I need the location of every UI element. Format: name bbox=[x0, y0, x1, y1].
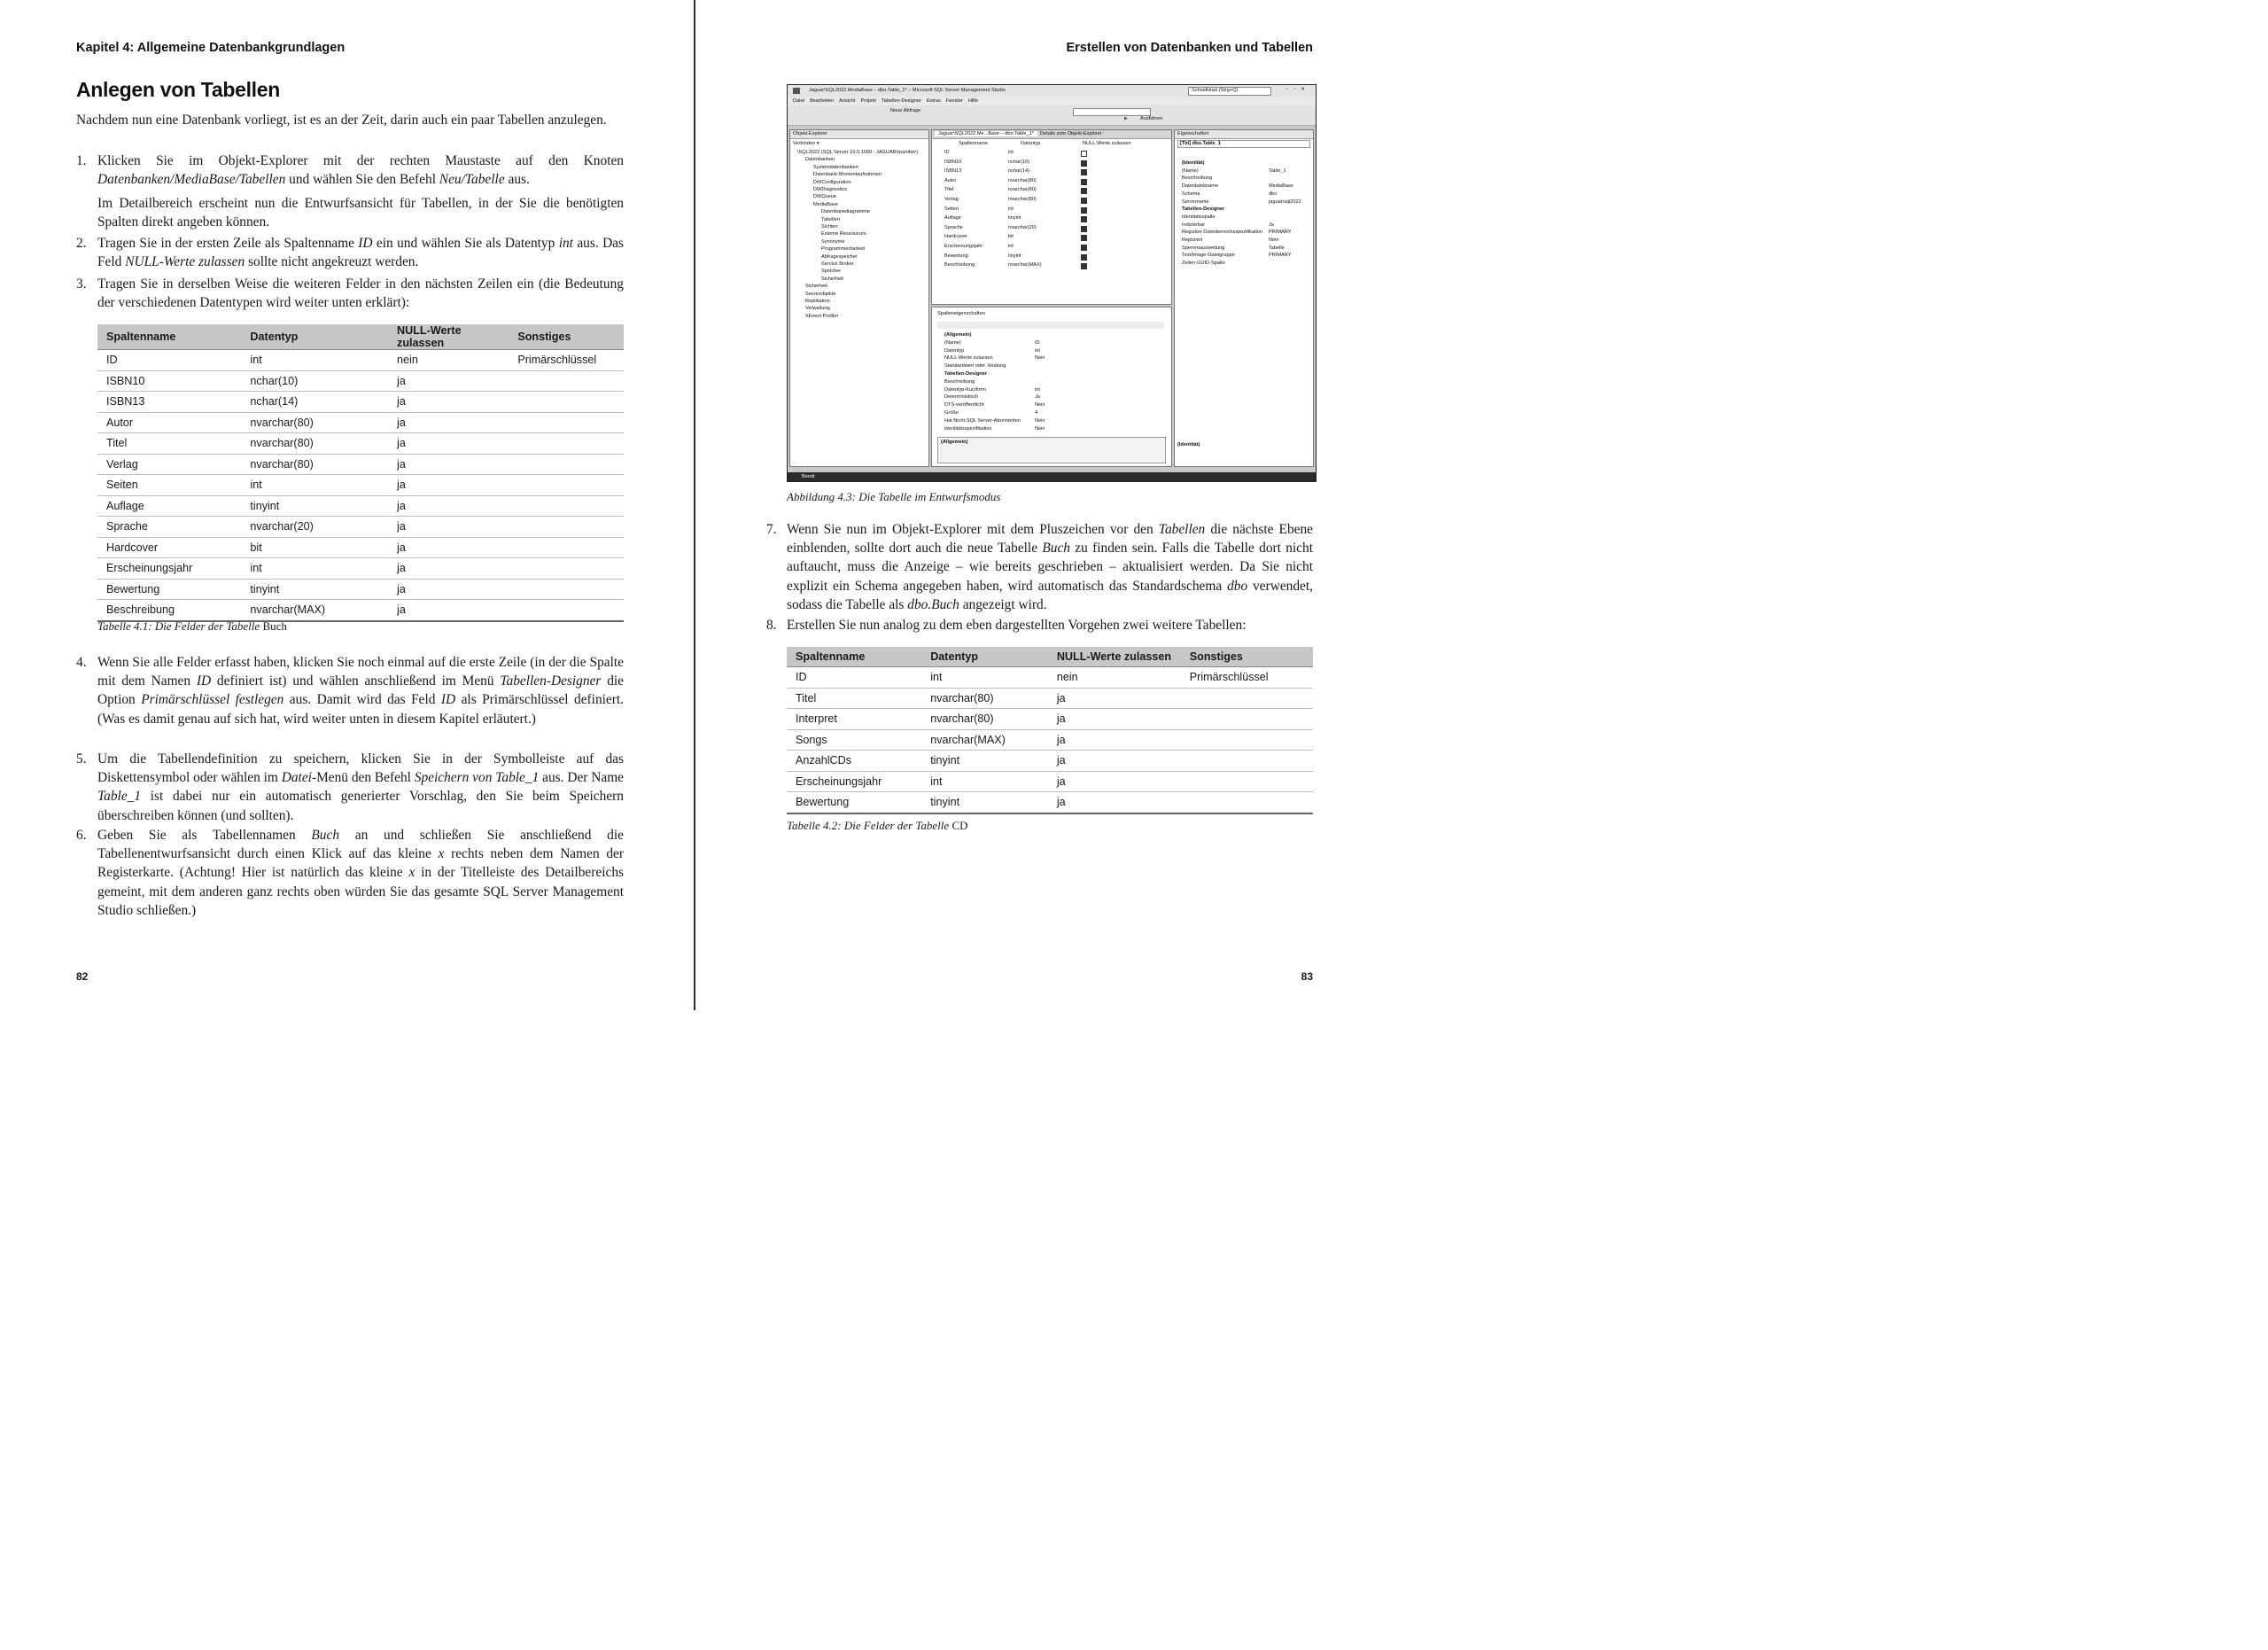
table-cell: Bewertung bbox=[97, 579, 241, 600]
table-cell: int bbox=[921, 667, 1048, 689]
table-row bbox=[787, 709, 1313, 730]
table-cell: int bbox=[241, 475, 388, 496]
table-cell: nchar(14) bbox=[241, 392, 388, 413]
null-allowed-checkbox[interactable] bbox=[1081, 151, 1087, 157]
connect-button[interactable]: Verbinden ▾ bbox=[793, 141, 819, 146]
tree-node[interactable]: XEvent Profiler bbox=[805, 313, 839, 319]
property-cell: Schema bbox=[1182, 191, 1200, 197]
table-cell: ja bbox=[388, 537, 509, 558]
property-cell[interactable]: ID bbox=[1035, 339, 1040, 346]
tree-node[interactable]: Replikation bbox=[805, 299, 830, 304]
grid-cell[interactable]: Auflage bbox=[944, 215, 961, 222]
new-query-button[interactable]: Neue Abfrage bbox=[890, 108, 921, 113]
grid-cell[interactable]: Titel bbox=[944, 187, 954, 193]
table-cell: ja bbox=[388, 517, 509, 538]
column-header: Sonstiges bbox=[509, 324, 624, 350]
table-row bbox=[787, 792, 1313, 813]
grid-cell[interactable]: ISBN13 bbox=[944, 168, 962, 175]
step-6-number: 6. bbox=[76, 828, 87, 843]
step-8-number: 8. bbox=[766, 618, 777, 633]
fields-table-cd bbox=[787, 647, 1313, 814]
table-cell bbox=[509, 392, 624, 413]
table-cell: tinyint bbox=[241, 495, 388, 517]
property-cell: Tabellen-Designer bbox=[944, 371, 988, 377]
tree-node[interactable]: Verwaltung bbox=[805, 306, 830, 312]
step-3-text: Tragen Sie in derselben Weise die weiteren Felder in den nächsten Zeilen ein (die Bedeutung der verschiedenen Datentypen wird weiter unten erklärt): bbox=[97, 276, 624, 311]
table-cell: ja bbox=[388, 558, 509, 580]
table-cell bbox=[509, 558, 624, 580]
table-row bbox=[97, 579, 624, 600]
ssms-screenshot bbox=[787, 84, 1317, 482]
tree-node[interactable]: Programmierbarkeit bbox=[821, 246, 866, 253]
grid-cell[interactable]: Sprache bbox=[944, 224, 963, 230]
document-tabs bbox=[932, 130, 1171, 139]
table-cell bbox=[1181, 688, 1313, 709]
tree-node[interactable]: Serverobjekte bbox=[805, 291, 836, 297]
table-cell: nchar(10) bbox=[241, 370, 388, 392]
property-cell: Reguläre Datenbereichsspezifikation bbox=[1182, 230, 1263, 236]
table-cell: nvarchar(MAX) bbox=[241, 600, 388, 621]
column-properties-tab[interactable]: Spalteneigenschaften bbox=[937, 311, 985, 316]
table-cell: tinyint bbox=[921, 751, 1048, 772]
grid-cell[interactable]: Seiten bbox=[944, 206, 959, 212]
running-head-left: Kapitel 4: Allgemeine Datenbankgrundlagen bbox=[76, 41, 346, 55]
tree-node[interactable]: DWConfiguration bbox=[813, 179, 851, 185]
property-cell[interactable]: 4 bbox=[1035, 410, 1038, 416]
menu-item[interactable]: Projekt bbox=[860, 98, 876, 104]
property-cell[interactable]: Nein bbox=[1035, 417, 1045, 424]
step-8-text: Erstellen Sie nun analog zu dem eben dargestellten Vorgehen zwei weitere Tabellen: bbox=[787, 618, 1247, 633]
property-cell: Indizierbar bbox=[1182, 222, 1206, 228]
table-cell: nvarchar(20) bbox=[241, 517, 388, 538]
fields-table-buch bbox=[97, 324, 624, 622]
null-allowed-checkbox[interactable] bbox=[1081, 198, 1087, 204]
grid-cell[interactable]: ISBN10 bbox=[944, 159, 962, 165]
table-row bbox=[97, 454, 624, 475]
step-7-number: 7. bbox=[766, 522, 777, 537]
property-cell: Text/Image-Dateigruppe bbox=[1182, 253, 1235, 259]
window-titlebar bbox=[788, 85, 1316, 97]
grid-cell[interactable]: nvarchar(MAX) bbox=[1008, 262, 1042, 269]
section-title: Anlegen von Tabellen bbox=[76, 78, 280, 101]
null-allowed-checkbox[interactable] bbox=[1081, 226, 1087, 232]
step-1-note: Im Detailbereich erscheint nun die Entwurfsansicht für Tabellen, in der Sie die benötigten Spalten direkt angeben können. bbox=[97, 196, 624, 230]
column-header: Datentyp bbox=[241, 324, 388, 350]
tree-node[interactable]: MediaBase bbox=[813, 201, 838, 207]
table-cell: ja bbox=[388, 579, 509, 600]
property-cell: Deterministisch bbox=[944, 394, 979, 401]
page-number-left: 82 bbox=[76, 970, 89, 983]
table-cell: nvarchar(80) bbox=[921, 688, 1048, 709]
table-cell: ja bbox=[388, 412, 509, 433]
table-cell: ja bbox=[388, 370, 509, 392]
null-allowed-checkbox[interactable] bbox=[1081, 179, 1087, 185]
grid-cell[interactable]: int bbox=[1008, 150, 1014, 155]
property-cell: Hat Nicht-SQL Server-Abonnenten bbox=[944, 417, 1021, 424]
page-number-right: 83 bbox=[1301, 970, 1313, 983]
null-allowed-checkbox[interactable] bbox=[1081, 235, 1087, 241]
column-header: NULL-Werte zulassen bbox=[388, 324, 509, 350]
tree-node[interactable]: Datenbankdiagramme bbox=[821, 209, 871, 215]
grid-cell[interactable]: int bbox=[1008, 244, 1014, 249]
null-allowed-checkbox[interactable] bbox=[1081, 169, 1087, 175]
property-cell: Datentyp bbox=[944, 347, 965, 354]
step-4-text: Wenn Sie alle Felder erfasst haben, klicken Sie noch einmal auf die erste Zeile (in der die Spalte mit dem Namen ID definiert ist) und wählen anschließend im Menü Tabellen-Designer die Option Primärschlüssel festlegen aus. Damit wird das Feld ID als Primärschlüssel definiert. (Was es damit genau auf sich hat, wird weiter unten in diesem Kapitel erläutert.) bbox=[97, 655, 624, 727]
step-1-number: 1. bbox=[76, 153, 87, 168]
table-cell: ja bbox=[388, 392, 509, 413]
table-row bbox=[97, 350, 624, 371]
table-cell: Bewertung bbox=[787, 792, 921, 813]
table-cell bbox=[1181, 792, 1313, 813]
table-cell bbox=[509, 537, 624, 558]
table-row bbox=[97, 517, 624, 538]
table-cell: Titel bbox=[787, 688, 921, 709]
table-cell: ID bbox=[787, 667, 921, 689]
status-bar: Bereit bbox=[788, 472, 1316, 481]
table-cell: bit bbox=[241, 537, 388, 558]
menu-item[interactable]: Hilfe bbox=[967, 98, 979, 104]
grid-cell[interactable]: nchar(10) bbox=[1008, 159, 1029, 165]
table-cell: ja bbox=[1048, 771, 1181, 792]
tree-node[interactable]: DWQueue bbox=[813, 194, 837, 200]
object-explorer-panel bbox=[789, 129, 929, 467]
table-cell: Seiten bbox=[97, 475, 241, 496]
property-cell[interactable]: PRIMARY bbox=[1269, 230, 1292, 236]
table-cell: Beschreibung bbox=[97, 600, 241, 621]
property-cell: Servername bbox=[1182, 198, 1209, 205]
property-cell: Identitätsspalte bbox=[1182, 214, 1216, 220]
table-cell: Primärschlüssel bbox=[509, 350, 624, 371]
running-head-right: Erstellen von Datenbanken und Tabellen bbox=[1066, 41, 1313, 55]
table-row bbox=[97, 433, 624, 455]
table-row bbox=[97, 600, 624, 621]
column-header: Datentyp bbox=[921, 647, 1048, 667]
grid-cell[interactable]: Beschreibung bbox=[944, 262, 975, 269]
tab-table-1[interactable]: Jaguar\SQL2022.Me...Base – dbo.Table_1* bbox=[935, 131, 1037, 136]
table-1-caption: Tabelle 4.1: Die Felder der Tabelle Buch bbox=[97, 619, 287, 633]
property-cell: Größe bbox=[944, 410, 959, 416]
step-4-number: 4. bbox=[76, 655, 87, 670]
step-2-text: Tragen Sie in der ersten Zeile als Spaltenname ID ein und wählen Sie als Datentyp int aus. Das Feld NULL-Werte zulassen sollte nicht angekreuzt werden. bbox=[97, 236, 625, 270]
property-cell: Tabellen-Designer bbox=[1182, 206, 1225, 213]
left-page bbox=[0, 0, 695, 1010]
figure-caption: Abbildung 4.3: Die Tabelle im Entwurfsmodus bbox=[787, 490, 1001, 503]
grid-cell[interactable]: ID bbox=[944, 150, 950, 155]
property-cell[interactable]: jaguar\sql2022 bbox=[1269, 198, 1301, 205]
table-row bbox=[787, 771, 1313, 792]
table-row bbox=[787, 667, 1313, 689]
property-cell: (Name) bbox=[1182, 167, 1199, 174]
null-allowed-checkbox[interactable] bbox=[1081, 207, 1087, 214]
table-cell bbox=[509, 370, 624, 392]
table-cell: nein bbox=[388, 350, 509, 371]
tree-node[interactable]: Synonyme bbox=[821, 238, 845, 245]
property-cell: DTS-veröffentlicht bbox=[944, 402, 984, 409]
grid-cell[interactable]: Bewertung bbox=[944, 253, 968, 259]
tree-node[interactable]: Sicherheit bbox=[821, 276, 843, 282]
null-allowed-checkbox[interactable] bbox=[1081, 254, 1087, 261]
table-header-row bbox=[787, 647, 1313, 667]
menu-bar bbox=[788, 97, 1316, 105]
properties-panel bbox=[1174, 129, 1314, 467]
table-cell bbox=[509, 579, 624, 600]
table-designer-panel bbox=[931, 129, 1172, 305]
quick-launch-box[interactable]: Schnellstart (Strg+Q) bbox=[1188, 87, 1271, 96]
table-row bbox=[97, 495, 624, 517]
table-cell: int bbox=[241, 558, 388, 580]
tree-node[interactable]: Externe Ressourcen bbox=[821, 231, 866, 237]
grid-cell[interactable]: nvarchar(80) bbox=[1008, 177, 1037, 183]
column-header: NULL-Werte zulassen bbox=[1048, 647, 1181, 667]
column-properties-panel bbox=[931, 307, 1172, 467]
grid-cell[interactable]: nvarchar(80) bbox=[1008, 197, 1037, 202]
tree-node[interactable]: DWDiagnostics bbox=[813, 187, 848, 192]
table-cell: Interpret bbox=[787, 709, 921, 730]
table-cell: ID bbox=[97, 350, 241, 371]
table-cell: ISBN13 bbox=[97, 392, 241, 413]
property-cell: Datenbankname bbox=[1182, 183, 1219, 190]
step-3-number: 3. bbox=[76, 276, 87, 292]
table-cell: Sprache bbox=[97, 517, 241, 538]
toolbar bbox=[788, 105, 1316, 126]
table-row bbox=[787, 751, 1313, 772]
menu-item[interactable]: Bearbeiten bbox=[810, 98, 835, 104]
table-cell: ja bbox=[1048, 751, 1181, 772]
step-6-text: Geben Sie als Tabellennamen Buch an und schließen Sie anschließend die Tabellenentwurfsansicht durch einen Klick auf das kleine x rechts neben dem Namen der Registerkarte. (Achtung! Hier ist natürlich das kleine x in der Titelleiste des Detailbereichs gemeint, mit dem anderen ganz rechts oben würden Sie das gesamte SQL Server Management Studio schließen.) bbox=[97, 828, 624, 918]
property-cell: Standardwert oder -bindung bbox=[944, 363, 1006, 370]
property-cell: (Name) bbox=[944, 339, 961, 346]
properties-header: Eigenschaften bbox=[1175, 130, 1313, 139]
tree-node[interactable]: Systemdatenbanken bbox=[813, 164, 858, 170]
grid-cell[interactable]: nvarchar(20) bbox=[1008, 224, 1037, 230]
table-row bbox=[97, 370, 624, 392]
table-cell bbox=[509, 517, 624, 538]
table-cell: Erscheinungsjahr bbox=[97, 558, 241, 580]
table-cell: int bbox=[241, 350, 388, 371]
table-row bbox=[97, 412, 624, 433]
tree-node[interactable]: Tabellen bbox=[821, 216, 840, 222]
window-controls[interactable]: ‒▫✕ bbox=[1285, 87, 1310, 92]
grid-cell[interactable]: Erscheinungsjahr bbox=[944, 244, 983, 249]
tree-node[interactable]: Abfragespeicher bbox=[821, 253, 858, 260]
grid-header: NULL-Werte zulassen bbox=[1083, 141, 1131, 146]
table-cell bbox=[1181, 751, 1313, 772]
menu-item[interactable]: Extras bbox=[926, 98, 941, 104]
table-header-row bbox=[97, 324, 624, 350]
grid-cell[interactable]: tinyint bbox=[1008, 253, 1021, 259]
tree-node[interactable]: Datenbank-Momentaufnahmen bbox=[813, 172, 882, 178]
table-cell bbox=[509, 600, 624, 621]
table-cell: Titel bbox=[97, 433, 241, 455]
tree-node[interactable]: Sichten bbox=[821, 224, 838, 230]
null-allowed-checkbox[interactable] bbox=[1081, 263, 1087, 269]
tree-node[interactable]: Service Broker bbox=[821, 261, 854, 267]
column-header: Spaltenname bbox=[97, 324, 241, 350]
property-cell[interactable]: Ja bbox=[1035, 394, 1040, 401]
execute-button[interactable]: Ausführen bbox=[1140, 116, 1163, 121]
property-cell: Datentyp-Kurzform bbox=[944, 386, 986, 393]
grid-cell[interactable]: Hardcover bbox=[944, 234, 967, 240]
step-5-text: Um die Tabellendefinition zu speichern, klicken Sie in der Symbolleiste auf das Diskettensymbol oder wählen im Datei-Menü den Befehl Speichern von Table_1 aus. Der Name Table_1 ist dabei nur ein automatisch generierter Vorschlag, den Sie beim Speichern überschreiben können (und sollten). bbox=[97, 751, 625, 823]
table-cell: ja bbox=[388, 600, 509, 621]
property-cell: Repliziert bbox=[1182, 237, 1203, 243]
table-cell: ja bbox=[1048, 729, 1181, 751]
grid-header: Spaltenname bbox=[959, 141, 988, 146]
property-cell: Beschreibung bbox=[944, 378, 975, 385]
table-cell: Verlag bbox=[97, 454, 241, 475]
menu-item[interactable]: Tabellen-Designer bbox=[881, 98, 921, 104]
properties-object-select[interactable]: [Tbl] dbo.Table_1 bbox=[1177, 140, 1310, 148]
table-cell: nvarchar(80) bbox=[241, 412, 388, 433]
table-cell: Erscheinungsjahr bbox=[787, 771, 921, 792]
table-cell bbox=[1181, 709, 1313, 730]
property-cell[interactable]: Nein bbox=[1269, 237, 1279, 243]
database-combo[interactable] bbox=[1073, 108, 1151, 116]
table-cell: ja bbox=[388, 433, 509, 455]
table-2-caption: Tabelle 4.2: Die Felder der Tabelle CD bbox=[787, 819, 968, 832]
table-row bbox=[97, 392, 624, 413]
table-cell bbox=[509, 412, 624, 433]
table-cell: Auflage bbox=[97, 495, 241, 517]
step-5-number: 5. bbox=[76, 751, 87, 767]
null-allowed-checkbox[interactable] bbox=[1081, 216, 1087, 222]
table-cell bbox=[1181, 729, 1313, 751]
window-title: Jaguar\SQL2022.MediaBase – dbo.Table_1* – Microsoft SQL Server Management Studio bbox=[809, 88, 1006, 93]
grid-header: Datentyp bbox=[1021, 141, 1041, 146]
column-properties-description: (Allgemein) bbox=[937, 437, 1166, 463]
grid-cell[interactable]: int bbox=[1008, 206, 1014, 212]
tree-node[interactable]: Sicherheit bbox=[805, 284, 827, 290]
table-cell: nvarchar(80) bbox=[241, 433, 388, 455]
menu-item[interactable]: Datei bbox=[793, 98, 805, 104]
tab-explorer-details[interactable]: Details zum Objekt-Explorer bbox=[1040, 131, 1102, 136]
table-cell: ja bbox=[388, 475, 509, 496]
property-cell[interactable]: Nein bbox=[1035, 355, 1045, 362]
object-explorer-header: Objekt-Explorer bbox=[790, 130, 928, 139]
table-row bbox=[97, 537, 624, 558]
table-cell: Songs bbox=[787, 729, 921, 751]
property-cell[interactable]: int bbox=[1035, 386, 1040, 393]
column-header: Spaltenname bbox=[787, 647, 921, 667]
grid-cell[interactable]: nchar(14) bbox=[1008, 168, 1029, 175]
property-cell[interactable]: MediaBase bbox=[1269, 183, 1293, 190]
properties-description: (Identität) bbox=[1177, 442, 1200, 448]
menu-item[interactable]: Fenster bbox=[945, 98, 963, 104]
property-cell: (Allgemein) bbox=[944, 332, 972, 338]
table-cell: Primärschlüssel bbox=[1181, 667, 1313, 689]
table-cell: ja bbox=[388, 454, 509, 475]
properties-toolbar bbox=[937, 322, 1164, 329]
property-cell[interactable]: int bbox=[1035, 347, 1040, 354]
table-cell bbox=[1181, 771, 1313, 792]
tree-node[interactable]: \SQL2022 (SQL Server 16.0.1000 - JAGUAR\rpanther) bbox=[797, 150, 918, 155]
app-icon bbox=[793, 88, 800, 94]
column-header: Sonstiges bbox=[1181, 647, 1313, 667]
tree-node[interactable]: Speicher bbox=[821, 269, 842, 275]
table-cell: Autor bbox=[97, 412, 241, 433]
property-cell: Beschreibung bbox=[1182, 175, 1213, 182]
table-cell: AnzahlCDs bbox=[787, 751, 921, 772]
property-cell[interactable]: Table_1 bbox=[1269, 167, 1286, 174]
table-row bbox=[787, 729, 1313, 751]
table-cell: nein bbox=[1048, 667, 1181, 689]
null-allowed-checkbox[interactable] bbox=[1081, 188, 1087, 194]
property-cell: Zeilen-GUID-Spalte bbox=[1182, 261, 1225, 267]
table-cell: nvarchar(MAX) bbox=[921, 729, 1048, 751]
step-2-number: 2. bbox=[76, 236, 87, 251]
table-cell: ja bbox=[1048, 709, 1181, 730]
property-cell[interactable]: Tabelle bbox=[1269, 245, 1285, 251]
null-allowed-checkbox[interactable] bbox=[1081, 245, 1087, 251]
table-cell: ja bbox=[388, 495, 509, 517]
table-cell: tinyint bbox=[241, 579, 388, 600]
menu-item[interactable]: Ansicht bbox=[839, 98, 856, 104]
table-row bbox=[787, 688, 1313, 709]
grid-cell[interactable]: nvarchar(80) bbox=[1008, 187, 1037, 193]
table-cell bbox=[509, 495, 624, 517]
property-cell: NULL-Werte zulassen bbox=[944, 355, 993, 362]
table-cell: ja bbox=[1048, 688, 1181, 709]
table-cell: nvarchar(80) bbox=[241, 454, 388, 475]
table-cell: Hardcover bbox=[97, 537, 241, 558]
table-cell: nvarchar(80) bbox=[921, 709, 1048, 730]
grid-cell[interactable]: tinyint bbox=[1008, 215, 1021, 222]
table-cell: tinyint bbox=[921, 792, 1048, 813]
step-1-text: Klicken Sie im Objekt-Explorer mit der rechten Maustaste auf den Knoten Datenbanken/MediaBase/Tabellen und wählen Sie den Befehl Neu/Tabelle aus. bbox=[97, 153, 624, 188]
grid-cell[interactable]: bit bbox=[1008, 234, 1014, 240]
intro-paragraph: Nachdem nun eine Datenbank vorliegt, ist es an der Zeit, darin auch ein paar Tabellen anzulegen. bbox=[76, 113, 607, 128]
tree-node[interactable]: Datenbanken bbox=[805, 157, 835, 163]
property-cell[interactable]: dbo bbox=[1269, 191, 1278, 197]
property-cell[interactable]: Nein bbox=[1035, 402, 1045, 409]
table-cell: ISBN10 bbox=[97, 370, 241, 392]
table-row bbox=[97, 558, 624, 580]
property-cell[interactable]: Nein bbox=[1035, 425, 1045, 432]
property-cell[interactable]: Ja bbox=[1269, 222, 1274, 228]
table-cell: ja bbox=[1048, 792, 1181, 813]
table-cell bbox=[509, 433, 624, 455]
step-7-text: Wenn Sie nun im Objekt-Explorer mit dem Pluszeichen vor den Tabellen die nächste Ebene einblenden, sollte dort auch die neue Tabelle Buch zu finden sein. Falls die Tabelle dort nicht auftaucht, muss die Anzeige – wie bereits geschrieben – aktualisiert werden. Da Sie nicht explizit ein Schema angegeben haben, wird automatisch das Standardschema dbo verwendet, sodass die Tabelle als dbo.Buch angezeigt wird. bbox=[787, 522, 1313, 612]
table-cell: int bbox=[921, 771, 1048, 792]
table-cell bbox=[509, 475, 624, 496]
property-cell: Identitätsspezifikation bbox=[944, 425, 992, 432]
execute-icon[interactable]: ▶ bbox=[1124, 116, 1129, 121]
grid-cell[interactable]: Autor bbox=[944, 177, 957, 183]
property-cell[interactable]: PRIMARY bbox=[1269, 253, 1292, 259]
property-cell: (Identität) bbox=[1182, 160, 1205, 166]
property-cell: Sperrenausweitung bbox=[1182, 245, 1225, 251]
table-row bbox=[97, 475, 624, 496]
grid-cell[interactable]: Verlag bbox=[944, 197, 959, 202]
null-allowed-checkbox[interactable] bbox=[1081, 160, 1087, 167]
table-cell bbox=[509, 454, 624, 475]
